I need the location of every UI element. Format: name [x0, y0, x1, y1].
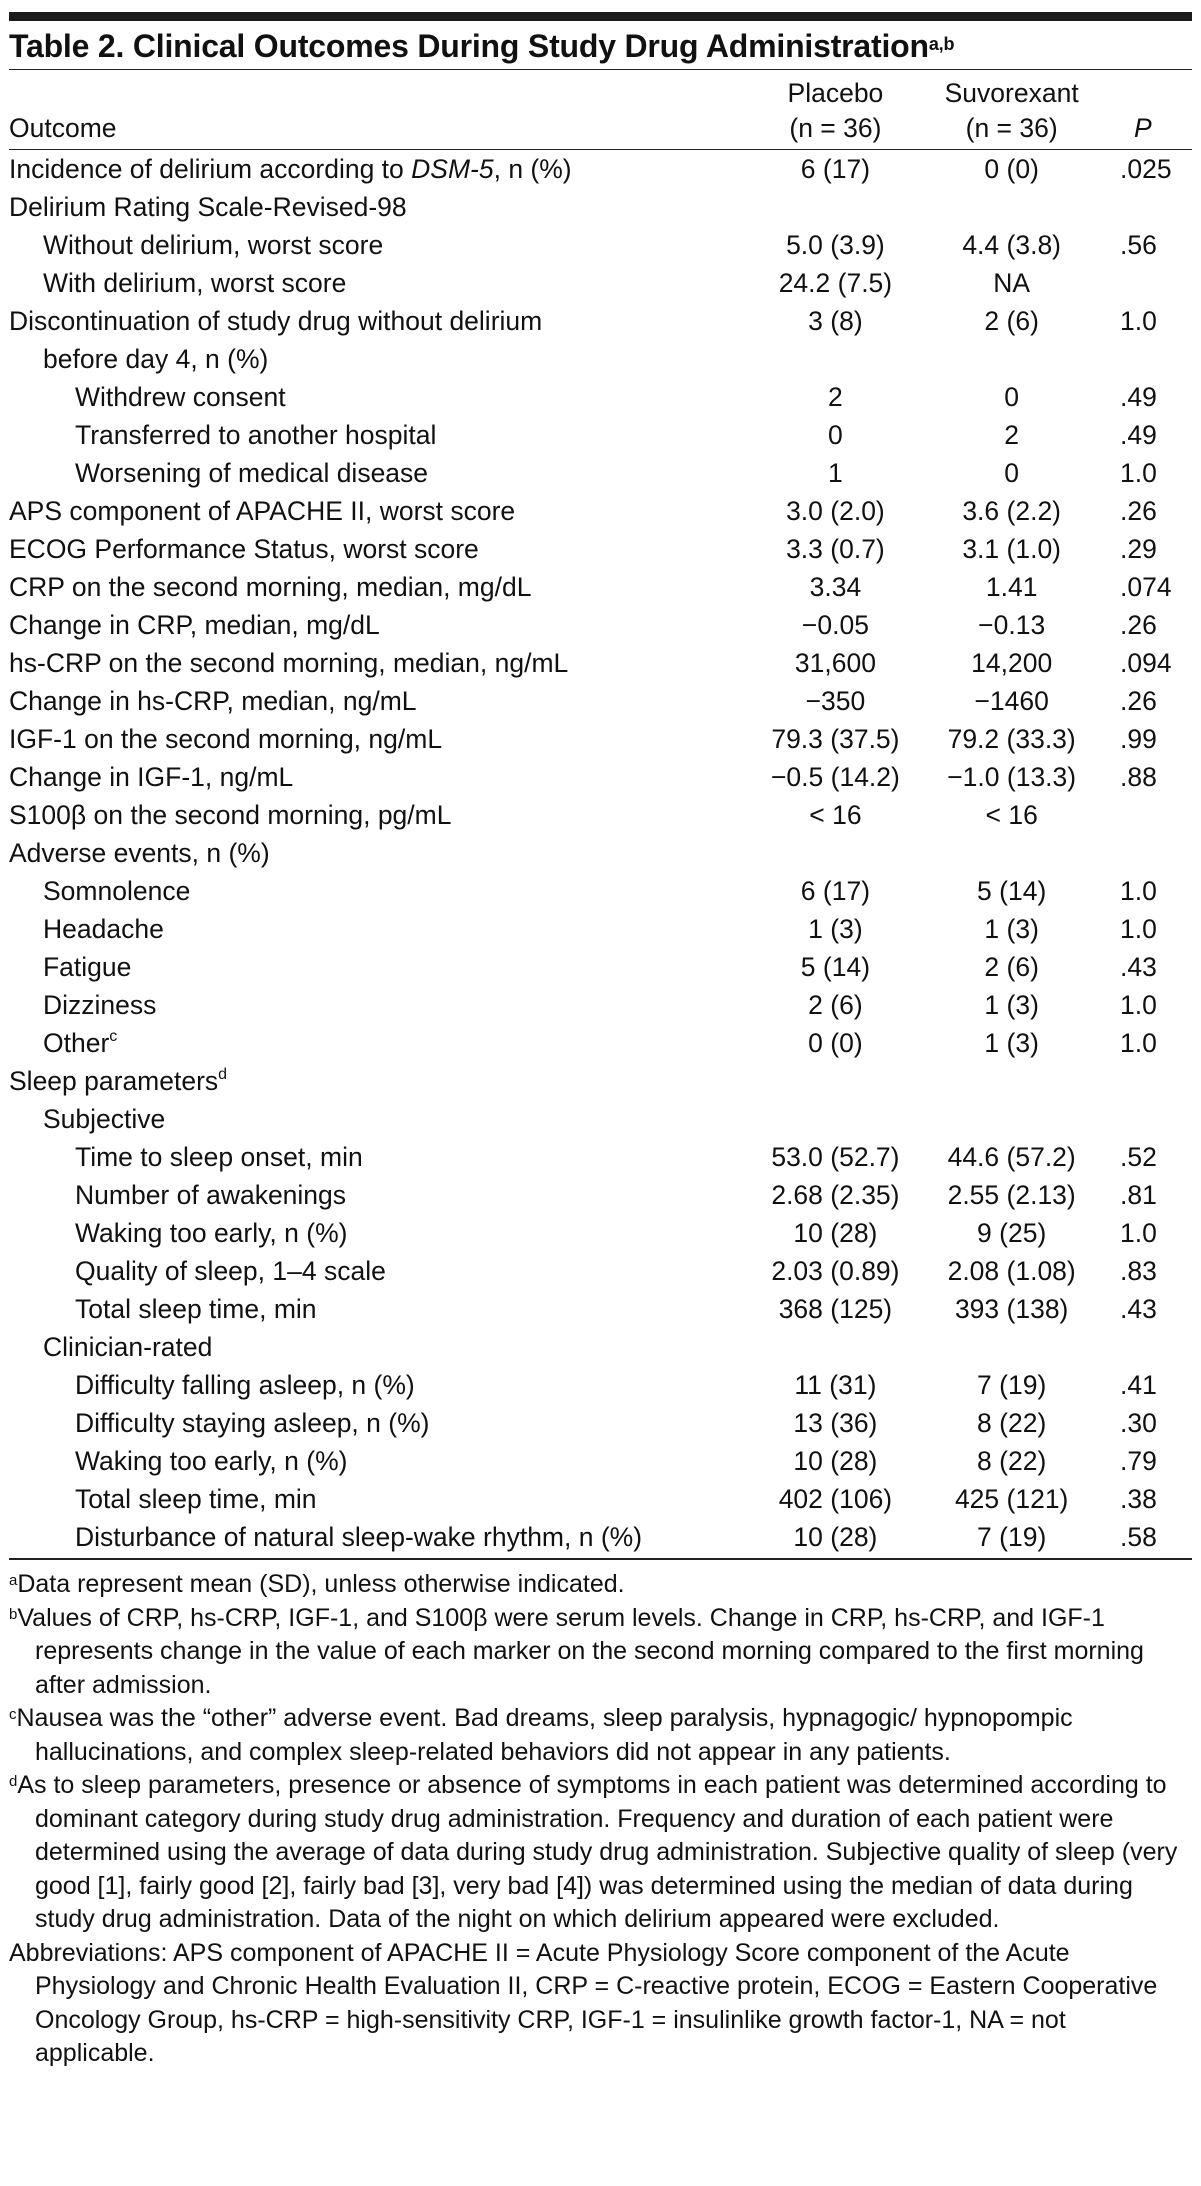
placebo-value: [744, 1100, 927, 1138]
outcome-label: Difficulty falling asleep, n (%): [75, 1370, 415, 1400]
p-value: .43: [1120, 1294, 1157, 1324]
header-suvorexant-label: Suvorexant: [944, 78, 1079, 108]
outcome-label: IGF-1 on the second morning, ng/mL: [9, 724, 443, 754]
table-row: [9, 1176, 1192, 1214]
suvorexant-value: −0.13: [978, 610, 1046, 640]
suvorexant-value: NA: [993, 268, 1031, 298]
placebo-value: 1: [828, 458, 843, 488]
suvorexant-value: [927, 1100, 1096, 1138]
suvorexant-value: 3.6 (2.2): [962, 496, 1062, 526]
table-row: [9, 1404, 1192, 1442]
suvorexant-value: 44.6 (57.2): [947, 1142, 1076, 1172]
p-value: .81: [1120, 1180, 1157, 1210]
placebo-value: 6 (17): [800, 876, 871, 906]
outcome-label: Sleep parameters$^d$: [9, 1066, 228, 1096]
footnote-b: $^b$Values of CRP, hs-CRP, IGF-1, and S100β were serum levels. Change in CRP, hs-CRP, and IGF-1 represents change in the value of each marker on the second morning compared to the first morning after admission.: [9, 1603, 1144, 1699]
p-value: [1096, 188, 1192, 226]
p-value: .79: [1120, 1446, 1157, 1476]
outcome-label: Total sleep time, min: [75, 1484, 317, 1514]
p-value: .49: [1120, 382, 1157, 412]
outcome-label: S100β on the second morning, pg/mL: [9, 800, 452, 830]
p-value: .43: [1120, 952, 1157, 982]
table-row: [9, 378, 1192, 416]
table-row: [9, 226, 1192, 264]
outcome-label: Somnolence: [43, 876, 191, 906]
placebo-value: 3.0 (2.0): [786, 496, 885, 526]
suvorexant-value: 2 (6): [984, 306, 1039, 336]
footnote-a: $^a$Data represent mean (SD), unless otherwise indicated.: [9, 1570, 625, 1598]
placebo-value: 3.34: [809, 572, 862, 602]
p-value: .074: [1120, 572, 1172, 602]
placebo-value: 10 (28): [793, 1446, 878, 1476]
placebo-value: 368 (125): [778, 1294, 893, 1324]
header-placebo-label: Placebo: [787, 78, 884, 108]
table-row: [9, 834, 1192, 872]
p-value: .52: [1120, 1142, 1157, 1172]
table-row: [9, 264, 1192, 302]
p-value: 1.0: [1120, 914, 1157, 944]
outcome-label: Subjective: [43, 1104, 166, 1134]
placebo-value: 10 (28): [793, 1522, 878, 1552]
table-row: [9, 1062, 1192, 1100]
placebo-value: [744, 834, 927, 872]
suvorexant-value: 1 (3): [984, 1028, 1039, 1058]
suvorexant-value: 0: [1004, 382, 1020, 412]
suvorexant-value: 0: [1004, 458, 1020, 488]
table-row: [9, 720, 1192, 758]
suvorexant-value: 2: [1004, 420, 1020, 450]
table-row: [9, 188, 1192, 226]
placebo-value: 5.0 (3.9): [786, 230, 885, 260]
p-value: [1096, 1100, 1192, 1138]
placebo-value: 5 (14): [800, 952, 871, 982]
outcome-label: Difficulty staying asleep, n (%): [75, 1408, 430, 1438]
outcome-label: Clinician-rated: [43, 1332, 213, 1362]
suvorexant-value: 2 (6): [984, 952, 1039, 982]
suvorexant-value: 2.55 (2.13): [947, 1180, 1076, 1210]
p-value: .025: [1120, 154, 1172, 184]
outcome-label: Without delirium, worst score: [43, 230, 384, 260]
suvorexant-value: 14,200: [971, 648, 1053, 678]
placebo-value: < 16: [809, 800, 862, 830]
outcome-label: Change in hs-CRP, median, ng/mL: [9, 686, 417, 716]
outcome-label: Waking too early, n (%): [75, 1446, 348, 1476]
header-placebo-n: (n = 36): [789, 113, 882, 143]
outcome-label: Transferred to another hospital: [75, 420, 437, 450]
outcome-label: Discontinuation of study drug without delirium: [9, 306, 543, 336]
table-row: [9, 1024, 1192, 1062]
outcome-label: Change in CRP, median, mg/dL: [9, 610, 380, 640]
p-value: .38: [1120, 1484, 1157, 1514]
table-body: [9, 150, 1192, 1556]
placebo-value: 13 (36): [793, 1408, 878, 1438]
suvorexant-value: [927, 834, 1096, 872]
outcome-label: Withdrew consent: [75, 382, 286, 412]
table-row: [9, 758, 1192, 796]
placebo-value: 2.03 (0.89): [771, 1256, 900, 1286]
placebo-value: 11 (31): [794, 1370, 877, 1400]
table-row: [9, 1480, 1192, 1518]
outcome-label: Number of awakenings: [75, 1180, 347, 1210]
p-value: .99: [1120, 724, 1157, 754]
outcome-label: Dizziness: [43, 990, 157, 1020]
outcome-label: Delirium Rating Scale-Revised-98: [9, 192, 407, 222]
p-value: .30: [1120, 1408, 1157, 1438]
header-outcome: Outcome: [9, 113, 117, 143]
table-row: [9, 986, 1192, 1024]
outcome-label: Fatigue: [43, 952, 132, 982]
footnote-abbreviations: Abbreviations: APS component of APACHE II = Acute Physiology Score component of the Acute Physiology and Chronic Health Evaluation II, CRP = C-reactive protein, ECOG = Eastern Cooperative Oncology Group, hs-CRP = high-sensitivity CRP, IGF-1 = insulinlike growth factor-1, NA = not applicable.: [9, 1938, 1158, 2067]
table-row: [9, 416, 1192, 454]
table-row: [9, 644, 1192, 682]
outcome-label: Adverse events, n (%): [9, 838, 270, 868]
suvorexant-value: 5 (14): [977, 876, 1047, 906]
header-suvorexant: [927, 70, 1096, 148]
footnote-mark: c: [109, 1028, 118, 1045]
p-value: [1096, 340, 1192, 378]
suvorexant-value: 2.08 (1.08): [947, 1256, 1076, 1286]
title-footnote-marks: a,b: [928, 34, 955, 54]
header-placebo: [744, 70, 927, 148]
p-value: 1.0: [1120, 306, 1157, 336]
suvorexant-value: 8 (22): [977, 1446, 1047, 1476]
placebo-value: −0.05: [801, 610, 869, 640]
outcome-label: CRP on the second morning, median, mg/dL: [9, 572, 532, 602]
table-row: [9, 1100, 1192, 1138]
suvorexant-value: −1460: [974, 686, 1049, 716]
placebo-value: 2.68 (2.35): [771, 1180, 900, 1210]
placebo-value: [744, 188, 927, 226]
suvorexant-value: 393 (138): [954, 1294, 1069, 1324]
p-value: .49: [1120, 420, 1157, 450]
p-value: 1.0: [1120, 1218, 1157, 1248]
outcome-label: Total sleep time, min: [75, 1294, 317, 1324]
suvorexant-value: 3.1 (1.0): [962, 534, 1062, 564]
placebo-value: [744, 1062, 927, 1100]
footnote-c: $^c$Nausea was the “other” adverse event. Bad dreams, sleep paralysis, hypnagogic/ hypnopompic hallucinations, and complex sleep-related behaviors did not appear in any patients.: [9, 1704, 1073, 1766]
outcome-label: Time to sleep onset, min: [75, 1142, 363, 1172]
suvorexant-value: [927, 1062, 1096, 1100]
placebo-value: [744, 1328, 927, 1366]
suvorexant-value: 0 (0): [984, 154, 1039, 184]
table-row: [9, 1214, 1192, 1252]
suvorexant-value: 425 (121): [954, 1484, 1069, 1514]
p-value: .26: [1120, 686, 1157, 716]
table-row: [9, 1442, 1192, 1480]
placebo-value: 3 (8): [808, 306, 863, 336]
suvorexant-value: 4.4 (3.8): [962, 230, 1062, 260]
table-row: [9, 796, 1192, 834]
placebo-value: 402 (106): [778, 1484, 893, 1514]
table-row: [9, 682, 1192, 720]
table-row: [9, 1518, 1192, 1556]
table-row: [9, 492, 1192, 530]
suvorexant-value: 7 (19): [977, 1522, 1047, 1552]
suvorexant-value: [927, 340, 1096, 378]
outcome-label: With delirium, worst score: [43, 268, 347, 298]
table-row: [9, 568, 1192, 606]
suvorexant-value: 9 (25): [977, 1218, 1047, 1248]
p-value: .83: [1120, 1256, 1157, 1286]
outcome-label: Change in IGF-1, ng/mL: [9, 762, 294, 792]
suvorexant-value: −1.0 (13.3): [947, 762, 1077, 792]
suvorexant-value: [927, 188, 1096, 226]
suvorexant-value: 8 (22): [977, 1408, 1047, 1438]
outcome-label: Headache: [43, 914, 164, 944]
p-value: 1.0: [1120, 990, 1157, 1020]
p-value: [1096, 796, 1192, 834]
suvorexant-value: [927, 1328, 1096, 1366]
table-row: [9, 910, 1192, 948]
suvorexant-value: 1 (3): [984, 914, 1039, 944]
suvorexant-value: 1.41: [985, 572, 1038, 602]
table-row: [9, 454, 1192, 492]
p-value: .58: [1120, 1522, 1157, 1552]
placebo-value: 3.3 (0.7): [786, 534, 885, 564]
placebo-value: 0 (0): [808, 1028, 863, 1058]
outcome-label: before day 4, n (%): [43, 344, 269, 374]
p-value: [1096, 1328, 1192, 1366]
placebo-value: 2: [828, 382, 843, 412]
outcome-label: APS component of APACHE II, worst score: [9, 496, 516, 526]
p-value: [1096, 1062, 1192, 1100]
outcome-label: Incidence of delirium according to DSM-5, n (%): [9, 154, 572, 184]
placebo-value: 24.2 (7.5): [778, 268, 893, 298]
placebo-value: 53.0 (52.7): [771, 1142, 900, 1172]
top-rule: [9, 12, 1192, 21]
p-value: .094: [1120, 648, 1172, 678]
placebo-value: −0.5 (14.2): [770, 762, 900, 792]
suvorexant-value: 79.2 (33.3): [947, 724, 1076, 754]
outcomes-table: [9, 70, 1192, 1556]
header-row: [9, 70, 1192, 148]
p-value: [1096, 264, 1192, 302]
header-p: P: [1134, 113, 1152, 143]
table-row: [9, 1328, 1192, 1366]
footnote-d: $^d$As to sleep parameters, presence or absence of symptoms in each patient was determined according to dominant category during study drug administration. Frequency and duration of each patient were determined using the average of data during study drug administration. Subjective quality of sleep (very good [1], fairly good [2], fairly bad [3], very bad [4]) was determined using the median of data during study drug administration. Data of the night on which delirium appeared were excluded.: [9, 1771, 1178, 1933]
placebo-value: −350: [805, 686, 866, 716]
footnote-mark: d: [218, 1066, 228, 1083]
p-value: .88: [1120, 762, 1157, 792]
p-value: .26: [1120, 610, 1157, 640]
p-value: [1096, 834, 1192, 872]
placebo-value: 0: [828, 420, 843, 450]
table-row: [9, 948, 1192, 986]
footnotes: [9, 1560, 1192, 2071]
placebo-value: 31,600: [794, 648, 876, 678]
table-row: [9, 1290, 1192, 1328]
suvorexant-value: 7 (19): [977, 1370, 1047, 1400]
outcome-label: Worsening of medical disease: [75, 458, 429, 488]
p-value: .26: [1120, 496, 1157, 526]
table-title: Table 2. Clinical Outcomes During Study Drug Administration$^{a,b}$: [9, 28, 955, 64]
table-row: [9, 606, 1192, 644]
header-suvorexant-n: (n = 36): [965, 113, 1058, 143]
placebo-value: 79.3 (37.5): [771, 724, 900, 754]
p-value: 1.0: [1120, 458, 1157, 488]
outcome-label: hs-CRP on the second morning, median, ng/mL: [9, 648, 569, 678]
table-row: [9, 1138, 1192, 1176]
p-value: 1.0: [1120, 1028, 1157, 1058]
placebo-value: 1 (3): [808, 914, 863, 944]
table-row: [9, 302, 1192, 340]
table-row: [9, 1366, 1192, 1404]
table-row: [9, 872, 1192, 910]
p-value: 1.0: [1120, 876, 1157, 906]
p-value: .56: [1120, 230, 1157, 260]
outcome-label: Other$^c$: [43, 1028, 118, 1058]
outcome-label: Disturbance of natural sleep-wake rhythm, n (%): [75, 1522, 643, 1552]
placebo-value: 6 (17): [800, 154, 871, 184]
outcome-label: ECOG Performance Status, worst score: [9, 534, 479, 564]
table-row: [9, 1252, 1192, 1290]
table-row: [9, 340, 1192, 378]
table-row: [9, 150, 1192, 188]
outcome-label: Quality of sleep, 1–4 scale: [75, 1256, 386, 1286]
suvorexant-value: < 16: [985, 800, 1038, 830]
p-value: .29: [1120, 534, 1157, 564]
placebo-value: [744, 340, 927, 378]
suvorexant-value: 1 (3): [984, 990, 1039, 1020]
table-row: [9, 530, 1192, 568]
placebo-value: 10 (28): [793, 1218, 878, 1248]
outcome-label: Waking too early, n (%): [75, 1218, 348, 1248]
p-value: .41: [1120, 1370, 1157, 1400]
placebo-value: 2 (6): [808, 990, 863, 1020]
